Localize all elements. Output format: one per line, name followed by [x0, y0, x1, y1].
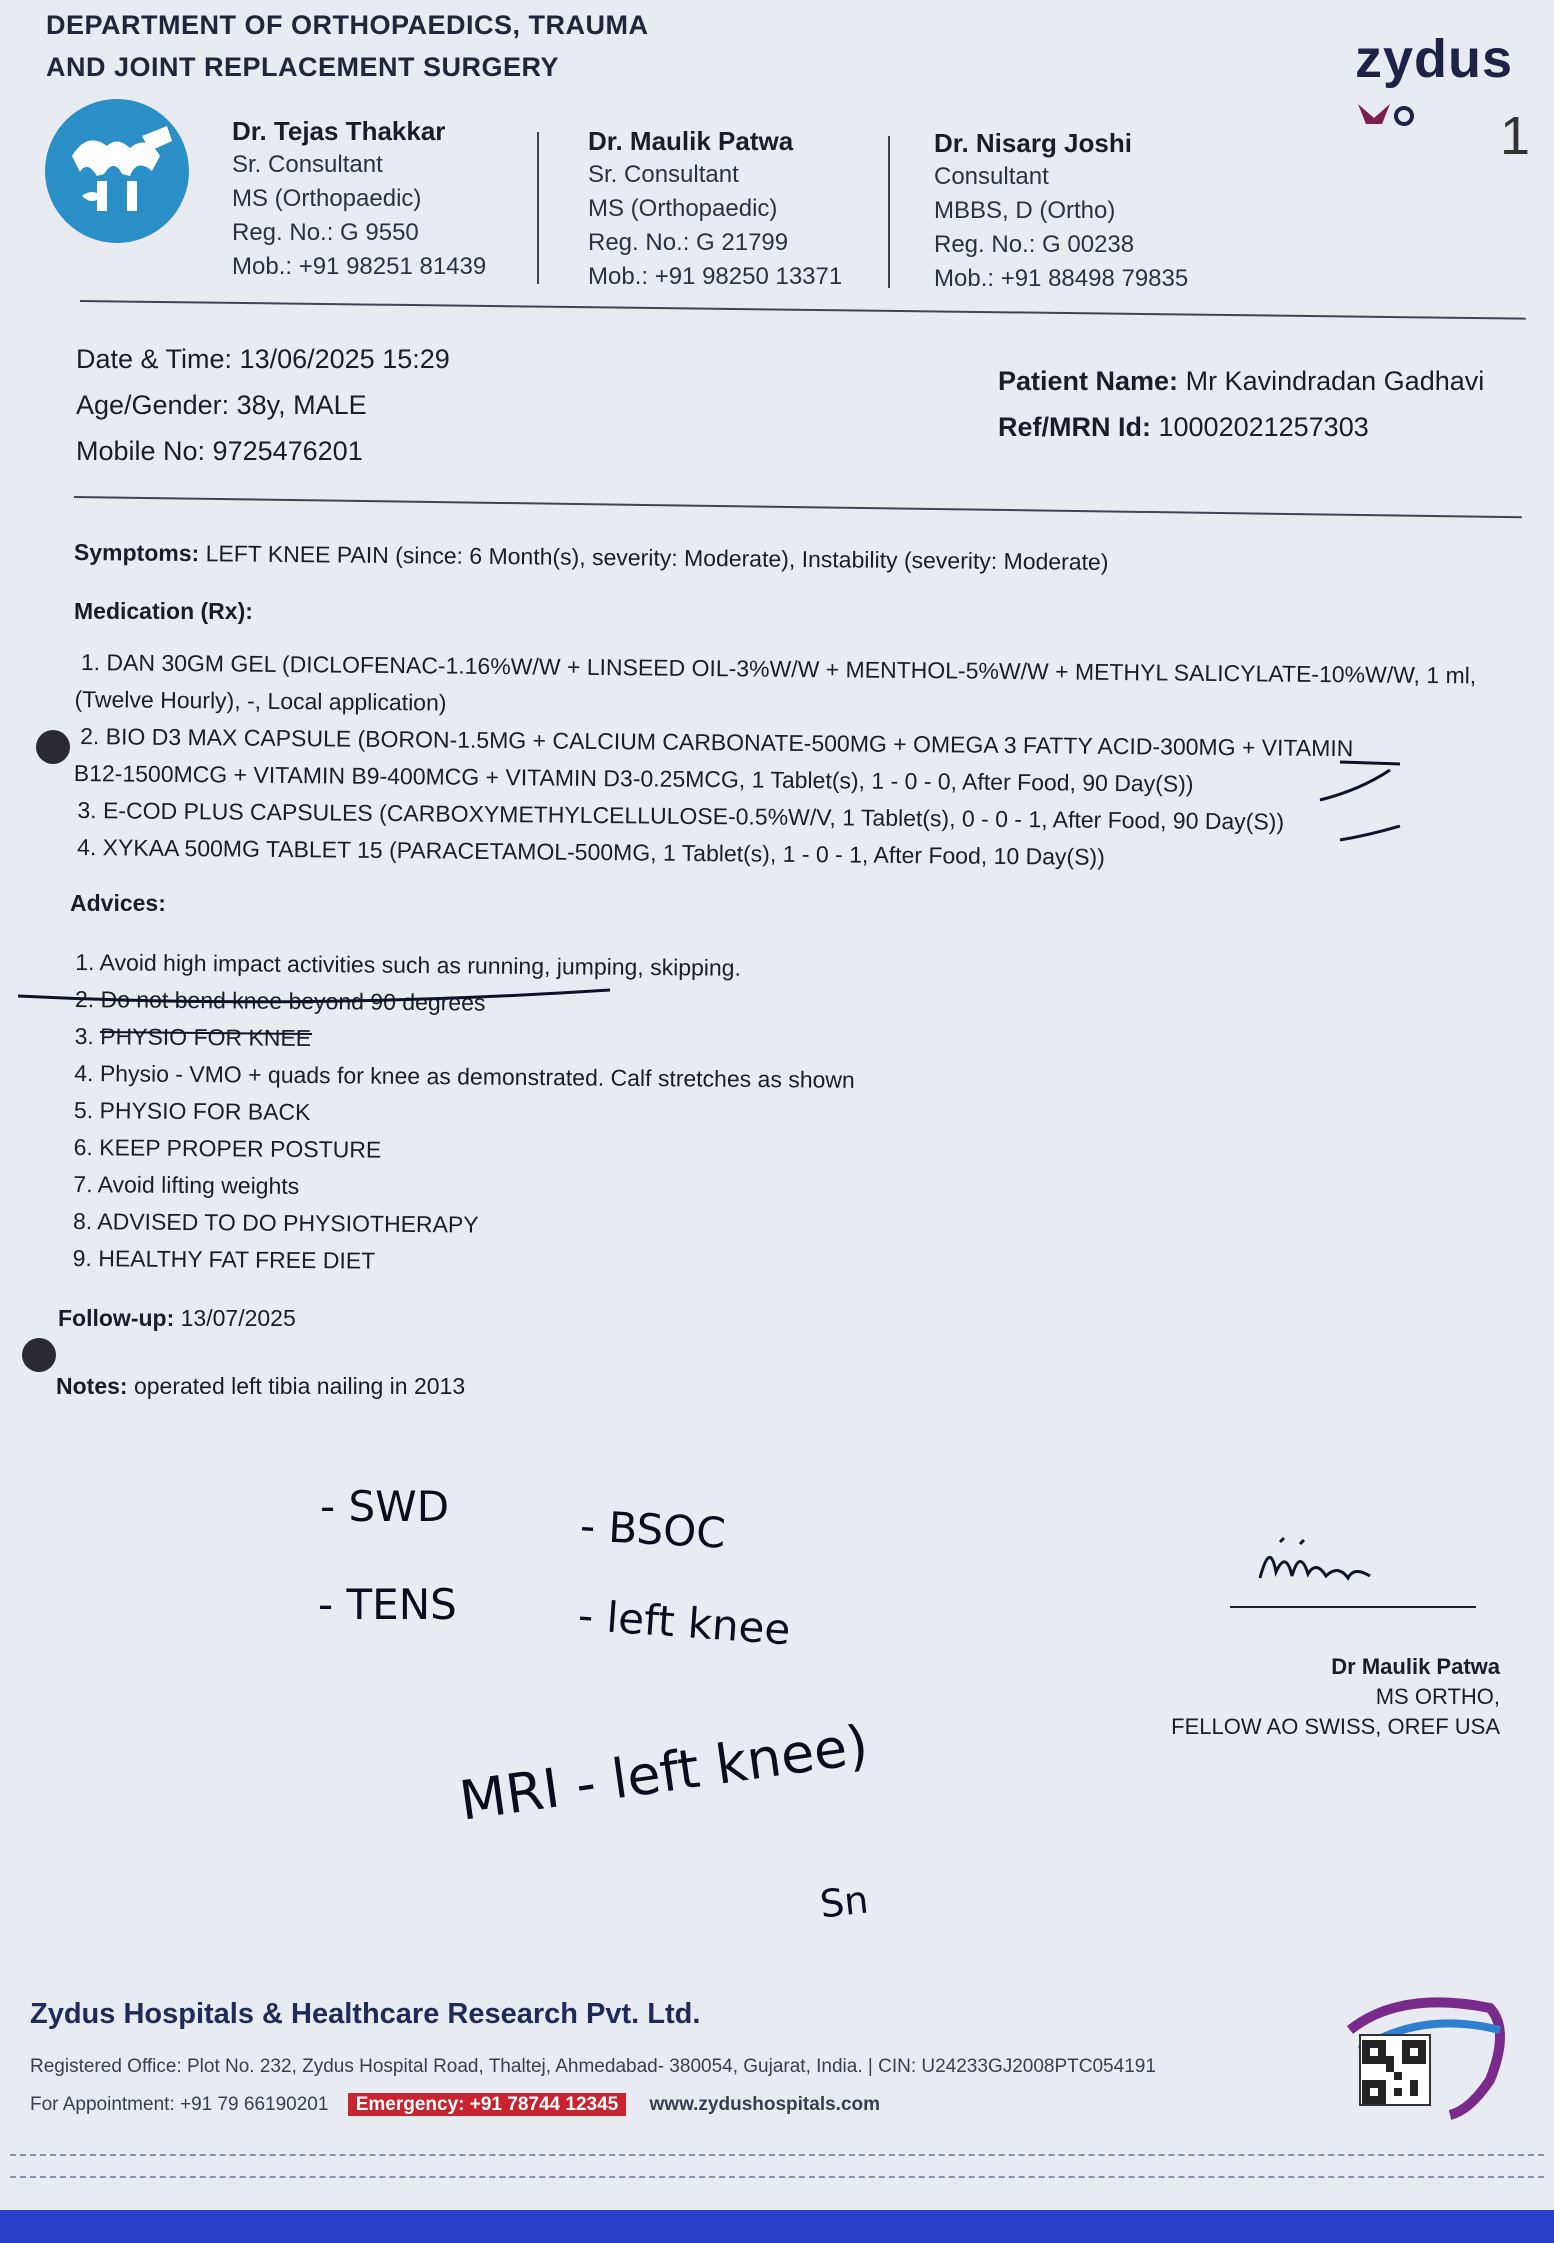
- mrn-id: 10002021257303: [1158, 412, 1369, 442]
- emergency-number: Emergency: +91 78744 12345: [348, 2093, 627, 2116]
- advice-item: 5. PHYSIO FOR BACK: [73, 1097, 311, 1126]
- doctor-card-2: Dr. Maulik Patwa Sr. Consultant MS (Orthopaedic) Reg. No.: G 21799 Mob.: +91 98250 13371: [588, 126, 843, 290]
- symptoms-label: Symptoms:: [73, 539, 200, 567]
- zydus-logo: zydus: [1355, 29, 1514, 89]
- tear-line: [10, 2154, 1544, 2156]
- notes: Notes: operated left tibia nailing in 2013: [56, 1373, 466, 1399]
- doctor-signature-icon: [1230, 1530, 1480, 1610]
- handwritten-bsoc: - BSOC: [578, 1501, 727, 1558]
- patient-name: Mr Kavindradan Gadhavi: [1185, 366, 1485, 396]
- advice-item: 9. HEALTHY FAT FREE DIET: [72, 1244, 376, 1274]
- mrn-label: Ref/MRN Id:: [998, 412, 1151, 442]
- advice-item: 6. KEEP PROPER POSTURE: [73, 1133, 382, 1163]
- advice-item: 4. Physio - VMO + quads for knee as demonstrated. Calf stretches as shown: [74, 1060, 855, 1093]
- followup: Follow-up: 13/07/2025: [58, 1305, 296, 1331]
- footer-contact: [30, 2094, 880, 2116]
- visit-datetime: Date & Time: 13/06/2025 15:29: [76, 344, 450, 374]
- appointment-number: For Appointment: +91 79 66190201: [30, 2094, 329, 2115]
- signatory-block: Dr Maulik Patwa MS ORTHO, FELLOW AO SWISS, OREF USA: [1171, 1654, 1500, 1739]
- bottom-band: [0, 2210, 1554, 2243]
- website-link: www.zydushospitals.com: [649, 2094, 881, 2115]
- advice-item: 2. Do not bend knee beyond 90 degrees: [74, 986, 486, 1016]
- tear-line: [10, 2176, 1544, 2178]
- symptoms-text: LEFT KNEE PAIN (since: 6 Month(s), severity: Moderate), Instability (severity: Moderate): [205, 540, 1109, 575]
- handwritten-left-knee: - left knee: [576, 1590, 792, 1655]
- handwritten-tens: - TENS: [318, 1580, 457, 1629]
- medication-item: 3. E-COD PLUS CAPSULES (CARBOXYMETHYLCELLULOSE-0.5%W/V, 1 Tablet(s), 0 - 0 - 1, After Food, 90 Day(S)): [77, 797, 1285, 835]
- medication-item: 2. BIO D3 MAX CAPSULE (BORON-1.5MG + CALCIUM CARBONATE-500MG + OMEGA 3 FATTY ACID-300MG + VITAMIN B12-1500MCG + VITAMIN B9-400MCG + VITAMIN D3-0.25MCG, 1 Tablet(s), 1 - 0 - 0, After Food, 90 Day(S)): [73, 723, 1354, 797]
- advice-item: 8. ADVISED TO DO PHYSIOTHERAPY: [72, 1207, 479, 1238]
- medication-heading: Medication (Rx):: [74, 598, 253, 624]
- footer-company: Zydus Hospitals & Healthcare Research Pvt. Ltd.: [30, 1998, 701, 2030]
- medication-item: 4. XYKAA 500MG TABLET 15 (PARACETAMOL-500MG, 1 Tablet(s), 1 - 0 - 1, After Food, 10 Day(S)): [76, 834, 1105, 870]
- patient-mobile: Mobile No: 9725476201: [76, 436, 363, 466]
- page-number: 1: [1500, 106, 1531, 166]
- advice-item: 1. Avoid high impact activities such as running, jumping, skipping.: [75, 949, 742, 981]
- medication-item: 1. DAN 30GM GEL (DICLOFENAC-1.16%W/W + LINSEED OIL-3%W/W + MENTHOL-5%W/W + METHYL SALICYLATE-10%W/W, 1 ml, (Twelve Hourly), -, Local application): [74, 649, 1477, 716]
- handwritten-initials: Sn: [817, 1877, 871, 1927]
- qr-code-icon: [1362, 2040, 1426, 2109]
- footer-registered: Registered Office: Plot No. 232, Zydus Hospital Road, Thaltej, Ahmedabad- 380054, Gujarat, India. | CIN: U24233GJ2008PTC054191: [30, 2056, 1156, 2077]
- age-gender: Age/Gender: 38y, MALE: [76, 390, 367, 420]
- doctor-card-1: Dr. Tejas Thakkar Sr. Consultant MS (Orthopaedic) Reg. No.: G 9550 Mob.: +91 98251 81439: [232, 116, 487, 280]
- handwritten-swd: - SWD: [320, 1482, 450, 1531]
- department-title: DEPARTMENT OF ORTHOPAEDICS, TRAUMA AND JOINT REPLACEMENT SURGERY: [46, 10, 649, 82]
- signature-line: [1230, 1606, 1476, 1608]
- handwritten-mri: MRI - left knee): [455, 1713, 872, 1833]
- patient-name-label: Patient Name:: [998, 366, 1179, 396]
- advice-item: 3. PHYSIO FOR KNEE: [74, 1023, 312, 1052]
- advices-heading: Advices:: [70, 890, 166, 916]
- doctor-card-3: Dr. Nisarg Joshi Consultant MBBS, D (Ortho) Reg. No.: G 00238 Mob.: +91 88498 79835: [934, 128, 1189, 292]
- advice-item: 7. Avoid lifting weights: [73, 1170, 300, 1199]
